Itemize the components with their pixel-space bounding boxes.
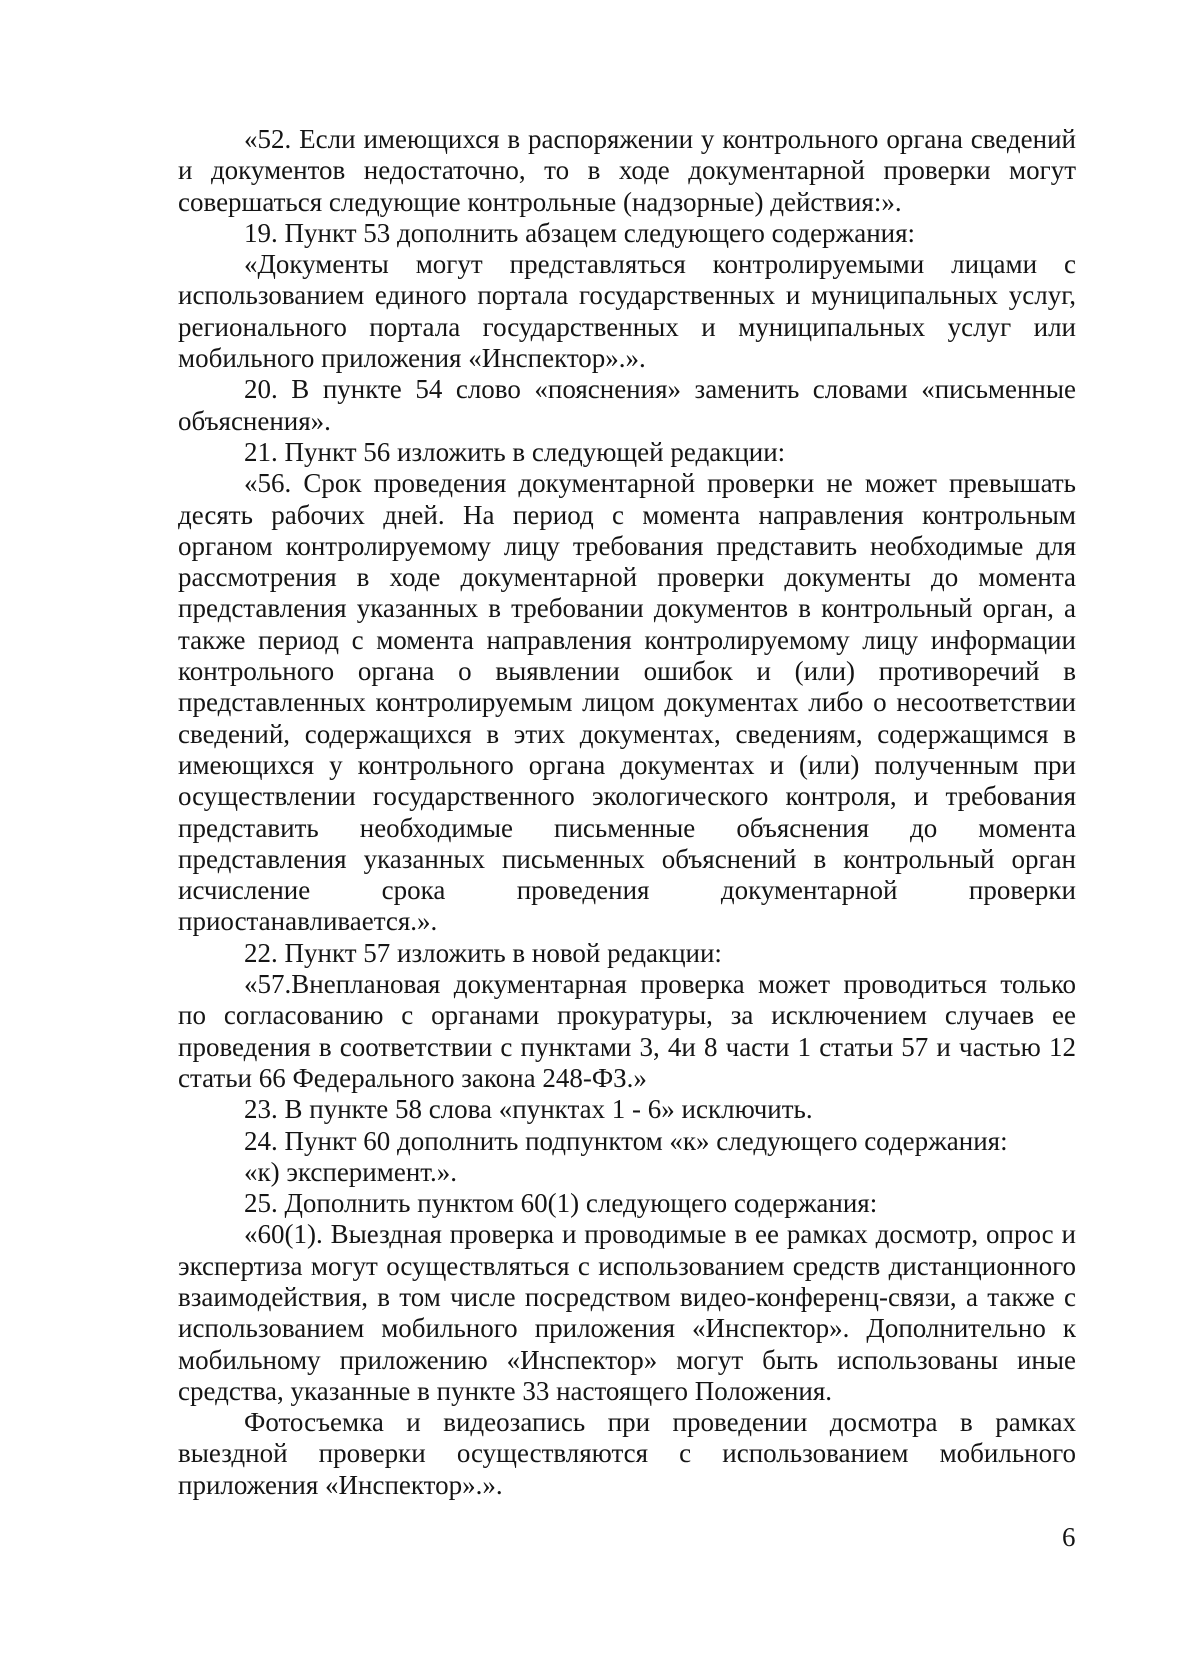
paragraph-item-25: 25. Дополнить пунктом 60(1) следующего содержания: [244, 1188, 878, 1219]
paragraph-60-1-text: «60(1). Выездная проверка и проводимые в ее рамках досмотр, опрос и экспертиза могут осуществляться с использованием средств дистанционного взаимодействия, в том числе посредством видео-конференц-связи, а также с использованием мобильного приложения «Инспектор». Дополнительно к мобильному приложению «Инспектор» могут быть использованы иные средства, указанные в пункте 33 настоящего Положения. [178, 1219, 1076, 1406]
paragraph-57-text: «57.Внеплановая документарная проверка может проводиться только по согласованию с органами прокуратуры, за исключением случаев ее проведения в соответствии с пунктами 3, 4и 8 части 1 статьи 57 и частью 12 статьи 66 Федерального закона 248-ФЗ.» [178, 969, 1076, 1093]
paragraph-52-text: «52. Если имеющихся в распоряжении у контрольного органа сведений и документов недостаточно, то в ходе документарной проверки могут совершаться следующие контрольные (надзорные) действия:». [178, 124, 1076, 217]
page-number: 6 [1062, 1522, 1076, 1552]
paragraph-item-24: 24. Пункт 60 дополнить подпунктом «к» следующего содержания: [244, 1125, 1008, 1156]
paragraph-item-21: 21. Пункт 56 изложить в следующей редакции: [244, 436, 786, 467]
paragraph-subitem-k: «к) эксперимент.». [244, 1156, 458, 1187]
paragraph-item-20: 20. В пункте 54 слово «пояснения» заменить словами «письменные объяснения». [178, 374, 1076, 436]
paragraph-item-23: 23. В пункте 58 слова «пунктах 1 - 6» исключить. [244, 1094, 813, 1125]
document-body [178, 124, 1076, 1501]
paragraph-documents-text: «Документы могут представляться контролируемыми лицами с использованием единого портала государственных и муниципальных услуг, регионального портала государственных и муниципальных услуг или мобильного приложения «Инспектор».». [178, 249, 1076, 374]
paragraph-item-22: 22. Пункт 57 изложить в новой редакции: [244, 937, 722, 968]
paragraph-item-19: 19. Пункт 53 дополнить абзацем следующего содержания: [244, 217, 916, 248]
paragraph-56-text: «56. Срок проведения документарной проверки не может превышать десять рабочих дней. На период с момента направления контрольным органом контролируемому лицу требования представить необходимые для рассмотрения в ходе документарной проверки документы до момента представления указанных в требовании документов в контрольный орган, а также период с момента направления контролируемому лицу информации контрольного органа о выявлении ошибок и (или) противоречий в представленных контролируемым лицом документах либо о несоответствии сведений, содержащихся в этих документах, сведениям, содержащимся в имеющихся у контрольного органа документах и (или) полученным при осуществлении государственного экологического контроля, и требования представить необходимые письменные объяснения до момента представления указанных письменных объяснений в контрольный орган исчисление срока проведения документарной проверки приостанавливается.». [178, 468, 1076, 937]
paragraph-photo-video-text: Фотосъемка и видеозапись при проведении досмотра в рамках выездной проверки осуществляются с использованием мобильного приложения «Инспектор».». [178, 1407, 1076, 1500]
